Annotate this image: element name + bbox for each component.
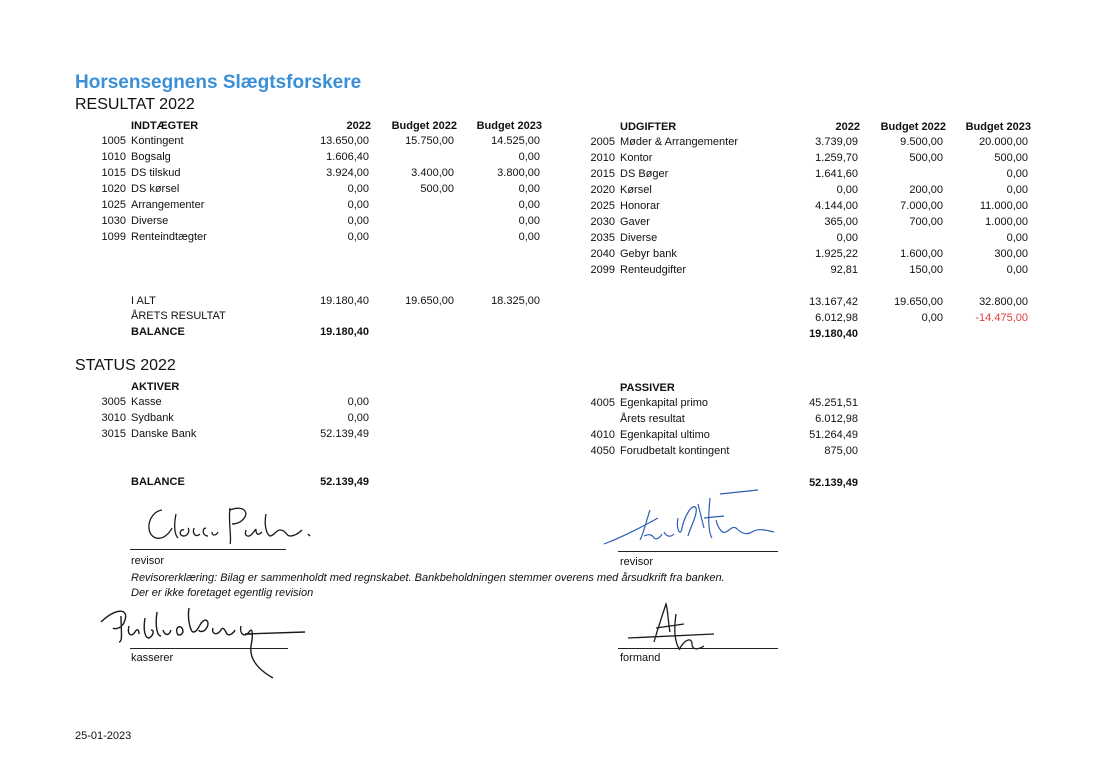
income-row-name: DS kørsel [131, 183, 180, 195]
income-row-code: 1099 [101, 231, 126, 243]
expense-row-name: Møder & Arrangementer [620, 136, 738, 148]
income-row-budget2023: 14.525,00 [491, 135, 540, 147]
asset-row-value: 52.139,49 [320, 428, 369, 440]
income-result-label: ÅRETS RESULTAT [131, 310, 226, 322]
audit-statement-line1: Revisorerklæring: Bilag er sammenholdt med regnskabet. Bankbeholdningen stemmer overens med årsudkrift fra banken. [131, 572, 725, 584]
liability-row-name: Årets resultat [620, 413, 685, 425]
liability-row-value: 875,00 [824, 445, 858, 457]
expense-header: UDGIFTER [620, 121, 677, 133]
expense-row-code: 2010 [590, 152, 615, 164]
audit-statement-line2: Der er ikke foretaget egentlig revision [131, 587, 314, 599]
income-row-budget2023: 0,00 [518, 199, 540, 211]
income-col-budget2023: Budget 2023 [476, 120, 542, 132]
income-row-2022: 0,00 [347, 183, 369, 195]
asset-row-name: Kasse [131, 396, 162, 408]
liability-row-code: 4005 [590, 397, 615, 409]
expense-row-code: 2099 [590, 264, 615, 276]
expense-row-budget2023: 11.000,00 [979, 200, 1028, 212]
expense-row-code: 2030 [590, 216, 615, 228]
expense-row-budget2023: 0,00 [1006, 168, 1028, 180]
income-row-2022: 3.924,00 [326, 167, 369, 179]
liability-row-value: 45.251,51 [809, 397, 858, 409]
income-row-name: DS tilskud [131, 167, 181, 179]
status-title: STATUS 2022 [75, 357, 176, 374]
result-title: RESULTAT 2022 [75, 96, 195, 113]
label-kasserer: kasserer [131, 652, 174, 664]
liability-row-code: 4010 [590, 429, 615, 441]
expense-row-name: Kørsel [620, 184, 652, 196]
expense-result-2022: 6.012,98 [815, 312, 858, 324]
expense-row-2022: 4.144,00 [815, 200, 858, 212]
liabilities-balance-value: 52.139,49 [809, 477, 858, 489]
signature-line-kasserer [130, 648, 288, 649]
income-row-2022: 0,00 [347, 215, 369, 227]
expense-row-name: Honorar [620, 200, 660, 212]
signature-kasserer [95, 602, 315, 682]
expense-row-2022: 92,81 [830, 264, 858, 276]
expense-row-code: 2025 [590, 200, 615, 212]
liability-row-name: Forudbetalt kontingent [620, 445, 730, 457]
expense-row-2022: 1.925,22 [815, 248, 858, 260]
expense-row-budget2022: 700,00 [909, 216, 943, 228]
income-balance-value: 19.180,40 [320, 326, 369, 338]
expense-row-name: Renteudgifter [620, 264, 687, 276]
expense-row-budget2022: 150,00 [909, 264, 943, 276]
income-row-budget2022: 3.400,00 [411, 167, 454, 179]
income-row-code: 1005 [101, 135, 126, 147]
expense-row-budget2023: 0,00 [1006, 232, 1028, 244]
income-row-name: Kontingent [131, 135, 184, 147]
expense-row-code: 2040 [590, 248, 615, 260]
expense-total-budget2023: 32.800,00 [979, 296, 1028, 308]
expense-row-name: DS Bøger [620, 168, 669, 180]
income-row-code: 1020 [101, 183, 126, 195]
expense-row-code: 2005 [590, 136, 615, 148]
expense-row-budget2022: 500,00 [909, 152, 943, 164]
asset-row-value: 0,00 [347, 412, 369, 424]
expense-row-code: 2015 [590, 168, 615, 180]
income-row-code: 1025 [101, 199, 126, 211]
income-row-code: 1030 [101, 215, 126, 227]
expense-row-name: Gebyr bank [620, 248, 677, 260]
expense-total-budget2022: 19.650,00 [894, 296, 943, 308]
income-row-2022: 1.606,40 [326, 151, 369, 163]
signature-revisor-right [600, 488, 800, 558]
signature-revisor-left [140, 500, 340, 550]
label-formand: formand [620, 652, 661, 664]
expense-row-2022: 0,00 [836, 232, 858, 244]
signature-line-revisor-left [130, 549, 286, 550]
asset-row-code: 3005 [101, 396, 126, 408]
expense-row-name: Kontor [620, 152, 653, 164]
asset-row-code: 3010 [101, 412, 126, 424]
liabilities-header: PASSIVER [620, 382, 675, 394]
asset-row-value: 0,00 [347, 396, 369, 408]
label-revisor-left: revisor [131, 555, 165, 567]
income-row-name: Arrangementer [131, 199, 205, 211]
assets-balance-value: 52.139,49 [320, 476, 369, 488]
income-col-2022: 2022 [346, 120, 371, 132]
expense-row-code: 2020 [590, 184, 615, 196]
expense-row-name: Diverse [620, 232, 658, 244]
expense-row-budget2023: 0,00 [1006, 184, 1028, 196]
expense-row-budget2022: 1.600,00 [900, 248, 943, 260]
income-row-name: Diverse [131, 215, 169, 227]
liability-row-name: Egenkapital primo [620, 397, 709, 409]
income-total-label: I ALT [131, 295, 156, 307]
asset-row-name: Sydbank [131, 412, 174, 424]
expense-row-budget2022: 7.000,00 [900, 200, 943, 212]
assets-balance-label: BALANCE [131, 476, 185, 488]
expense-row-name: Gaver [620, 216, 650, 228]
signature-line-formand [618, 648, 778, 649]
liability-row-value: 51.264,49 [809, 429, 858, 441]
assets-header: AKTIVER [131, 381, 180, 393]
expense-row-budget2023: 1.000,00 [985, 216, 1028, 228]
expense-row-code: 2035 [590, 232, 615, 244]
income-row-budget2023: 0,00 [518, 215, 540, 227]
expense-total-2022: 13.167,42 [809, 296, 858, 308]
income-row-budget2023: 3.800,00 [497, 167, 540, 179]
expense-row-budget2023: 0,00 [1006, 264, 1028, 276]
expense-row-2022: 365,00 [824, 216, 858, 228]
expense-row-budget2022: 200,00 [909, 184, 943, 196]
expense-balance-value: 19.180,40 [809, 328, 858, 340]
expense-row-budget2023: 500,00 [994, 152, 1028, 164]
income-row-budget2023: 0,00 [518, 151, 540, 163]
income-total-budget2023: 18.325,00 [491, 295, 540, 307]
expense-row-budget2022: 9.500,00 [900, 136, 943, 148]
income-balance-label: BALANCE [131, 326, 185, 338]
income-row-name: Bogsalg [131, 151, 171, 163]
income-row-2022: 0,00 [347, 231, 369, 243]
liability-row-code: 4050 [590, 445, 615, 457]
liability-row-name: Egenkapital ultimo [620, 429, 710, 441]
expense-col-2022: 2022 [835, 121, 860, 133]
income-header: INDTÆGTER [131, 120, 199, 132]
asset-row-name: Danske Bank [131, 428, 197, 440]
asset-row-code: 3015 [101, 428, 126, 440]
income-row-budget2022: 15.750,00 [405, 135, 454, 147]
income-row-code: 1015 [101, 167, 126, 179]
income-total-budget2022: 19.650,00 [405, 295, 454, 307]
expense-row-2022: 1.641,60 [815, 168, 858, 180]
expense-row-2022: 3.739,09 [815, 136, 858, 148]
label-revisor-right: revisor [620, 556, 654, 568]
income-row-budget2023: 0,00 [518, 231, 540, 243]
org-title: Horsensegnens Slægtsforskere [75, 72, 362, 93]
income-row-2022: 0,00 [347, 199, 369, 211]
document-date: 25-01-2023 [75, 730, 132, 742]
income-col-budget2022: Budget 2022 [391, 120, 457, 132]
expense-col-budget2022: Budget 2022 [880, 121, 946, 133]
expense-col-budget2023: Budget 2023 [965, 121, 1031, 133]
signature-line-revisor-right [618, 551, 778, 552]
expense-result-budget2023: -14.475,00 [975, 312, 1028, 324]
income-total-2022: 19.180,40 [320, 295, 369, 307]
expense-result-budget2022: 0,00 [921, 312, 943, 324]
expense-row-2022: 1.259,70 [815, 152, 858, 164]
income-row-name: Renteindtægter [131, 231, 207, 243]
liability-row-value: 6.012,98 [815, 413, 858, 425]
income-row-code: 1010 [101, 151, 126, 163]
expense-row-2022: 0,00 [836, 184, 858, 196]
expense-row-budget2023: 300,00 [994, 248, 1028, 260]
income-row-budget2023: 0,00 [518, 183, 540, 195]
income-row-budget2022: 500,00 [420, 183, 454, 195]
income-row-2022: 13.650,00 [320, 135, 369, 147]
expense-row-budget2023: 20.000,00 [979, 136, 1028, 148]
